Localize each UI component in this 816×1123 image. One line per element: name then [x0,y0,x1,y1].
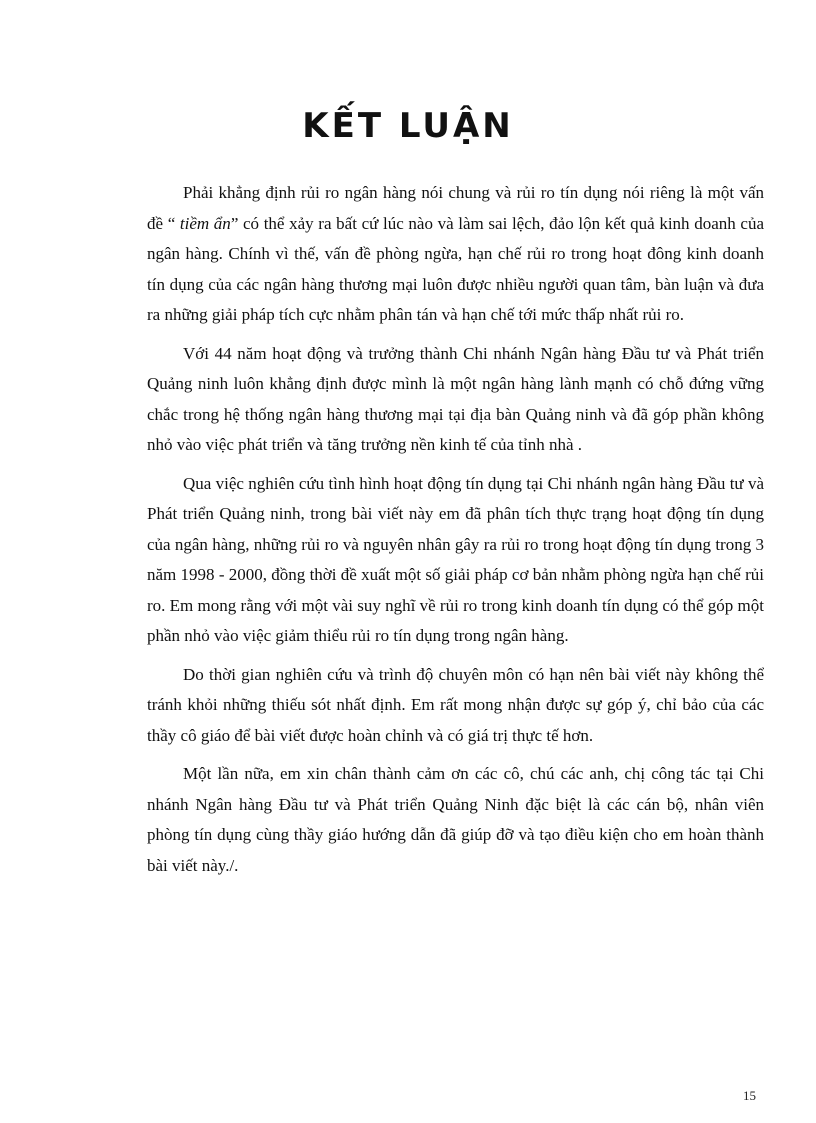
paragraph-1-italic-term: tiềm ẩn [179,213,231,233]
paragraph-2: Với 44 năm hoạt động và trưởng thành Chi nhánh Ngân hàng Đầu tư và Phát triển Quảng ninh luôn khẳng định được mình là một ngân hàng lành mạnh có chỗ đứng vững chắc trong hệ thống ngân hàng thương mại tại địa bàn Quảng ninh và đã góp phần không nhỏ vào việc phát triển và tăng trưởng nền kinh tế của tỉnh nhà . [147,343,764,454]
paragraph-3: Qua việc nghiên cứu tình hình hoạt động tín dụng tại Chi nhánh ngân hàng Đầu tư và Phát triển Quảng ninh, trong bài viết này em đã phân tích thực trạng hoạt động tín dụng của ngân hàng, những rủi ro và nguyên nhân gây ra rủi ro trong hoạt động tín dụng trong 3 năm 1998 - 2000, đồng thời đề xuất một số giải pháp cơ bản nhằm phòng ngừa hạn chế rủi ro. Em mong rằng với một vài suy nghĩ về rủi ro trong kinh doanh tín dụng có thể góp một phần nhỏ vào việc giảm thiểu rủi ro tín dụng trong ngân hàng. [147,473,764,645]
paragraph-5: Một lần nữa, em xin chân thành cảm ơn các cô, chú các anh, chị công tác tại Chi nhánh Ngân hàng Đầu tư và Phát triển Quảng Ninh đặc biệt là các cán bộ, nhân viên phòng tín dụng cùng thầy giáo hướng dẫn đã giúp đỡ và tạo điều kiện cho em hoàn thành bài viết này./. [147,764,764,875]
page-title: KẾT LUẬN [302,106,514,146]
paragraph-1-text-after: ” có thể xảy ra bất cứ lúc nào và làm sai lệch, đảo lộn kết quả kinh doanh của ngân hàng. Chính vì thế, vấn đề phòng ngừa, hạn chế rủi ro trong hoạt đông kinh doanh tín dụng của các ngân hàng thương mại luôn được nhiều người quan tâm, bàn luận và đưa ra những giải pháp tích cực nhằm phân tán và hạn chế tới mức thấp nhất rủi ro. [147,213,764,324]
paragraph-1-text-before: Phải khẳng định rủi ro ngân hàng nói chung và rủi ro tín dụng nói riêng là một vấn đề “ [147,183,764,233]
paragraph-4: Do thời gian nghiên cứu và trình độ chuyên môn có hạn nên bài viết này không thể tránh khỏi những thiếu sót nhất định. Em rất mong nhận được sự góp ý, chỉ bảo của các thầy cô giáo để bài viết được hoàn chỉnh và có giá trị thực tế hơn. [147,664,764,745]
document-body [147,178,764,881]
page-number: 15 [743,1088,756,1103]
paragraph-1 [147,178,764,331]
